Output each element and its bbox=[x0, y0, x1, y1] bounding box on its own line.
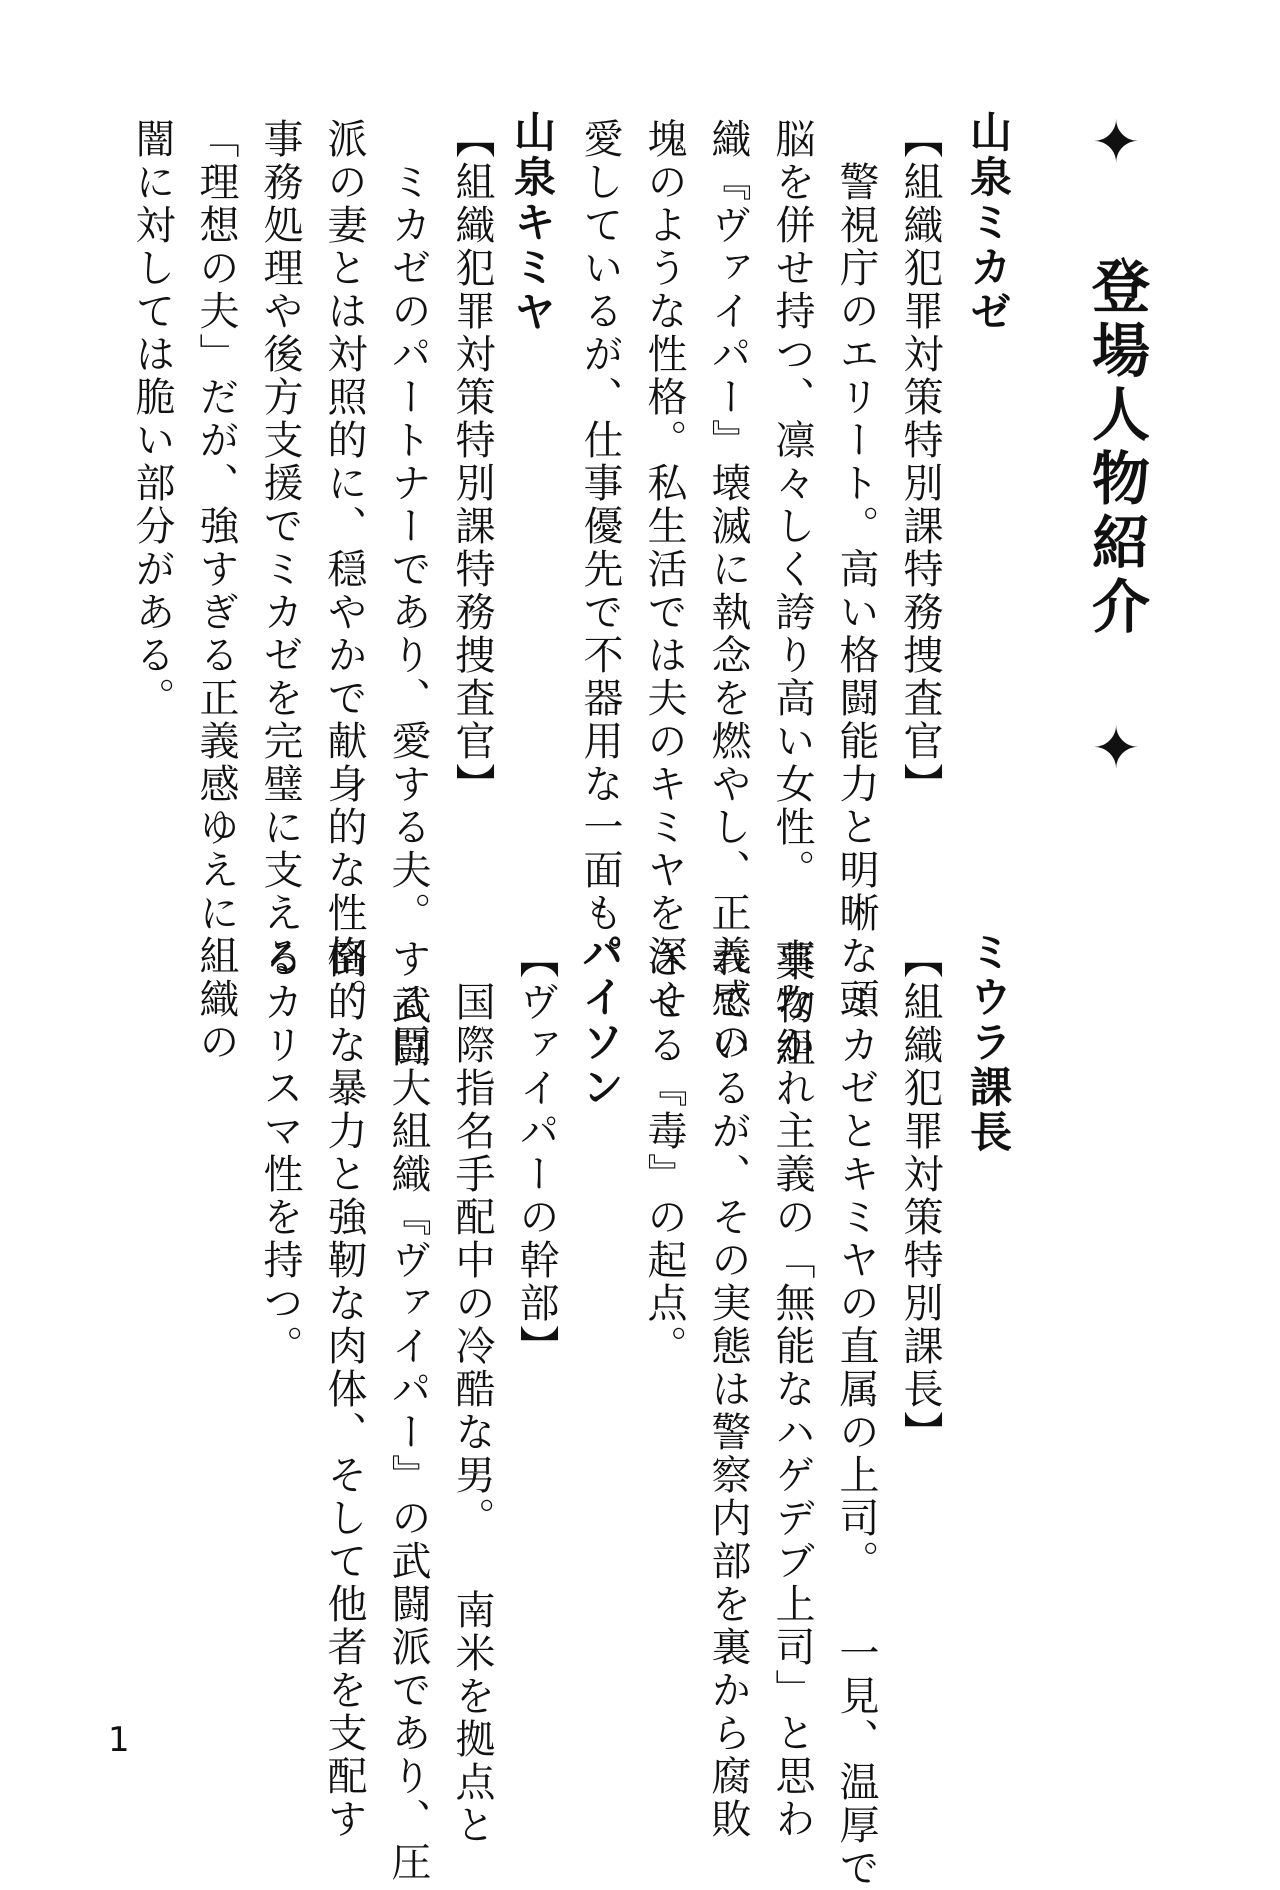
character-description: ミカゼのパートナーであり、愛する夫。 武闘 派の妻とは対照的に、穏やかで献身的な性格。 事務処理や後方支援でミカゼを完璧に支える 「理想の夫」だが、強すぎる正義感ゆえに組織の 闇に対しては脆い部分がある。 bbox=[129, 118, 431, 1070]
character-role: 【組織犯罪対策特別課特務捜査官】 bbox=[449, 118, 495, 806]
character-name: 山泉ミカゼ bbox=[964, 110, 1013, 335]
character-name: パイソン bbox=[576, 930, 625, 1110]
page-title: ✦ 登場人物紹介 ✦ bbox=[1082, 108, 1150, 788]
character-role: 【組織犯罪対策特別課長】 bbox=[897, 938, 943, 1454]
character-description: 国際指名手配中の冷酷な男。 南米を拠点と する巨大組織『ヴァイパー』の武闘派であり、圧 倒的な暴力と強靭な肉体、そして他者を支配す るカリスマ性を持つ。 bbox=[257, 938, 495, 1884]
character-description: 警視庁のエリート。高い格闘能力と明晰な頭 脳を併せ持つ、凛々しく誇り高い女性。 薬物組 織『ヴァイパー』壊滅に執念を燃やし、正義感の 塊のような性格。私生活では夫のキミヤを深く 愛しているが、仕事優先で不器用な一面も。 bbox=[577, 118, 879, 1070]
character-name: 山泉キミヤ bbox=[508, 110, 557, 335]
character-role: 【ヴァイパーの幹部】 bbox=[513, 938, 559, 1368]
character-description: ミカゼとキミヤの直属の上司。 一見、温厚で 事なかれ主義の「無能なハゲデブ上司」と思わ れているが、その実態は警察内部を裏から腐敗 させる『毒』の起点。 bbox=[641, 938, 879, 1890]
page-number: 1 bbox=[108, 1720, 130, 1760]
character-name: ミウラ課長 bbox=[964, 930, 1013, 1155]
character-role: 【組織犯罪対策特別課特務捜査官】 bbox=[897, 118, 943, 806]
